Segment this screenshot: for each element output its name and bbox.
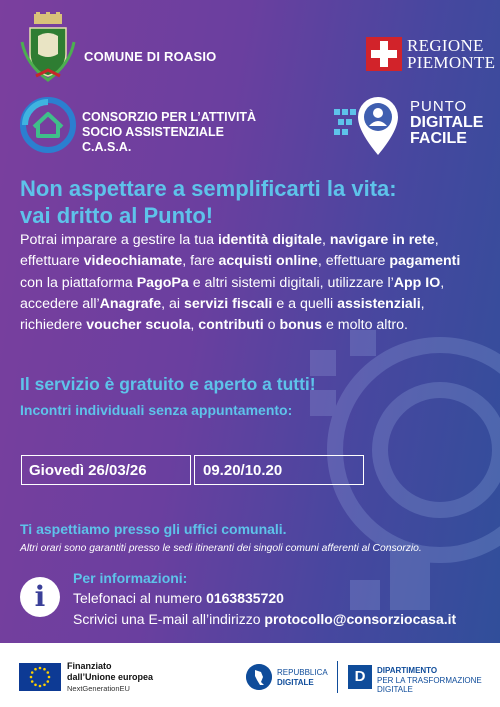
- intro-text: , fare: [182, 253, 219, 270]
- intro-keyword: voucher scuola: [86, 317, 191, 334]
- info-phone-line: [73, 590, 284, 606]
- rep-line1: REPUBBLICA: [277, 668, 328, 677]
- info-title: Per informazioni:: [73, 570, 188, 586]
- intro-text: ,: [322, 232, 330, 248]
- intro-text: , effettuare: [20, 232, 439, 270]
- waiting-text: Ti aspettiamo presso gli uffici comunali.: [20, 521, 287, 537]
- punto-line3: FACILE: [410, 130, 467, 147]
- intro-text: Potrai imparare a gestire la tua: [20, 232, 218, 248]
- intro-text: e altri sistemi digitali, utilizzare l’: [188, 274, 394, 291]
- consorzio-house-icon: [20, 97, 76, 153]
- email-address[interactable]: protocollo@consorziocasa.it: [264, 611, 457, 627]
- intro-keyword: navigare in rete: [329, 232, 435, 248]
- consorzio-line1: CONSORZIO PER L’ATTIVITÀ: [82, 110, 257, 124]
- headline-line2: vai dritto al Punto!: [20, 203, 214, 228]
- dipartimento-logo-icon: D: [348, 665, 372, 689]
- intro-text: , richiedere: [20, 295, 425, 334]
- roasio-coat-of-arms-icon: [20, 12, 76, 84]
- comune-name: COMUNE DI ROASIO: [84, 49, 217, 64]
- intro-text: e a quelli: [272, 295, 338, 312]
- dipartimento-text: [377, 666, 482, 695]
- dip-line3: DIGITALE: [377, 685, 413, 694]
- eu-line3: NextGenerationEU: [67, 684, 130, 693]
- intro-text: , accedere all’: [20, 274, 445, 312]
- italy-emblem-icon: [246, 664, 272, 690]
- consorzio-line3: C.A.S.A.: [82, 140, 132, 154]
- intro-keyword: App IO: [393, 274, 441, 291]
- intro-text: , effettuare: [317, 253, 390, 270]
- punto-line1: PUNTO: [410, 98, 468, 115]
- eu-line1: Finanziato: [67, 661, 112, 671]
- info-icon: [20, 577, 60, 617]
- footer-divider: [337, 661, 338, 693]
- free-service-text: Il servizio è gratuito e aperto a tutti!: [20, 374, 316, 394]
- headline-line1: Non aspettare a semplificarti la vita:: [20, 176, 397, 201]
- consorzio-name: [82, 110, 256, 155]
- intro-text: e molto altro.: [322, 317, 408, 334]
- info-mail-line: [73, 611, 456, 627]
- dip-line2: PER LA TRASFORMAZIONE: [377, 675, 482, 685]
- intro-text: con la piattaforma: [20, 274, 137, 291]
- eu-line2: dall’Unione europea: [67, 672, 154, 682]
- other-hours-text: Altri orari sono garantiti presso le sedi itineranti dei singoli comuni afferenti al Consorzio.: [20, 543, 422, 554]
- info-icon-letter: i: [34, 580, 46, 613]
- intro-text: , ai: [161, 295, 185, 312]
- mail-prefix: Scrivici una E-mail all’indirizzo: [73, 611, 265, 627]
- intro-keyword: assistenziali: [337, 295, 421, 312]
- intro-paragraph: [20, 230, 485, 336]
- intro-keyword: Anagrafe: [99, 295, 162, 312]
- punto-digitale-facile-title: [410, 99, 483, 147]
- eu-funding-text: [67, 661, 153, 694]
- consorzio-line2: SOCIO ASSISTENZIALE: [82, 125, 224, 139]
- intro-text: o: [263, 317, 280, 334]
- intro-keyword: identità digitale: [217, 232, 322, 248]
- regione-line2: PIEMONTE: [407, 53, 496, 72]
- dip-line1: DIPARTIMENTO: [377, 666, 438, 675]
- regione-piemonte-logo: [366, 37, 495, 71]
- phone-prefix: Telefonaci al numero: [73, 590, 207, 606]
- regione-line1: REGIONE: [407, 36, 484, 55]
- intro-keyword: bonus: [279, 317, 322, 334]
- intro-keyword: videochiamate: [83, 253, 183, 270]
- intro-keyword: pagamenti: [389, 253, 461, 270]
- intro-keyword: PagoPa: [136, 274, 189, 291]
- punto-line2: DIGITALE: [410, 114, 484, 131]
- intro-keyword: servizi fiscali: [184, 295, 273, 312]
- no-appointment-text: Incontri individuali senza appuntamento:: [20, 402, 293, 418]
- footer-logos: [0, 643, 500, 707]
- intro-keyword: contributi: [198, 317, 264, 334]
- intro-text: ,: [190, 317, 199, 334]
- phone-number[interactable]: 0163835720: [206, 590, 284, 606]
- location-pin-user-icon: [334, 95, 404, 157]
- time-box: 09.20/10.20: [194, 455, 364, 485]
- regione-cross-icon: [366, 37, 402, 71]
- date-box: Giovedì 26/03/26: [21, 455, 191, 485]
- repubblica-digitale-text: [277, 668, 328, 688]
- headline: [20, 175, 485, 229]
- intro-keyword: acquisti online: [218, 253, 318, 270]
- eu-flag-icon: [19, 663, 61, 691]
- rep-line2: DIGITALE: [277, 678, 314, 687]
